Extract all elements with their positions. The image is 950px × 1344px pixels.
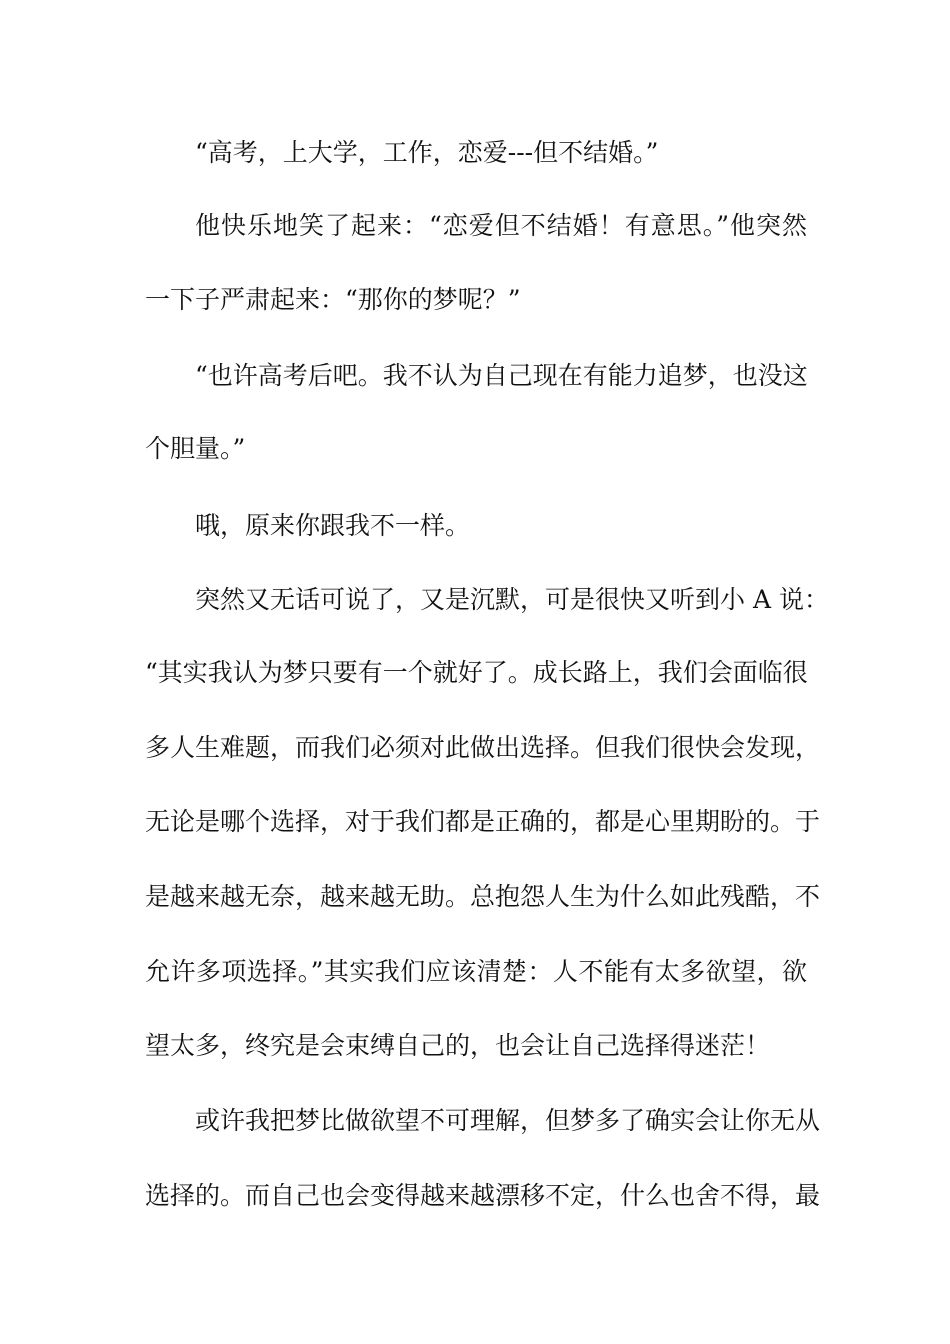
text-line-13: 望太多，终究是会束缚自己的，也会让自己选择得迷茫！ [145, 1031, 771, 1060]
text-line-1: “高考，上大学，工作，恋爱---但不结婚。” [195, 138, 659, 167]
text-line-4: “也许高考后吧。我不认为自己现在有能力追梦，也没这 [195, 361, 808, 390]
text-line-15: 选择的。而自己也会变得越来越漂移不定，什么也舍不得，最 [145, 1181, 821, 1210]
text-line-10: 无论是哪个选择，对于我们都是正确的，都是心里期盼的。于 [145, 807, 821, 836]
text-line-7: 突然又无话可说了，又是沉默，可是很快又听到小 A 说： [195, 585, 829, 614]
text-line-6: 哦，原来你跟我不一样。 [195, 511, 471, 540]
text-line-12: 允许多项选择。”其实我们应该清楚：人不能有太多欲望，欲 [145, 957, 807, 986]
text-line-3: 一下子严肃起来：“那你的梦呢？” [145, 285, 521, 314]
text-line-9: 多人生难题，而我们必须对此做出选择。但我们很快会发现， [145, 733, 821, 762]
text-line-11: 是越来越无奈，越来越无助。总抱怨人生为什么如此残酷，不 [145, 882, 821, 911]
text-line-5: 个胆量。” [145, 434, 246, 463]
text-line-8: “其实我认为梦只要有一个就好了。成长路上，我们会面临很 [145, 658, 808, 687]
text-line-14: 或许我把梦比做欲望不可理解，但梦多了确实会让你无从 [195, 1106, 821, 1135]
text-line-2: 他快乐地笑了起来：“恋爱但不结婚！有意思。”他突然 [195, 211, 807, 240]
